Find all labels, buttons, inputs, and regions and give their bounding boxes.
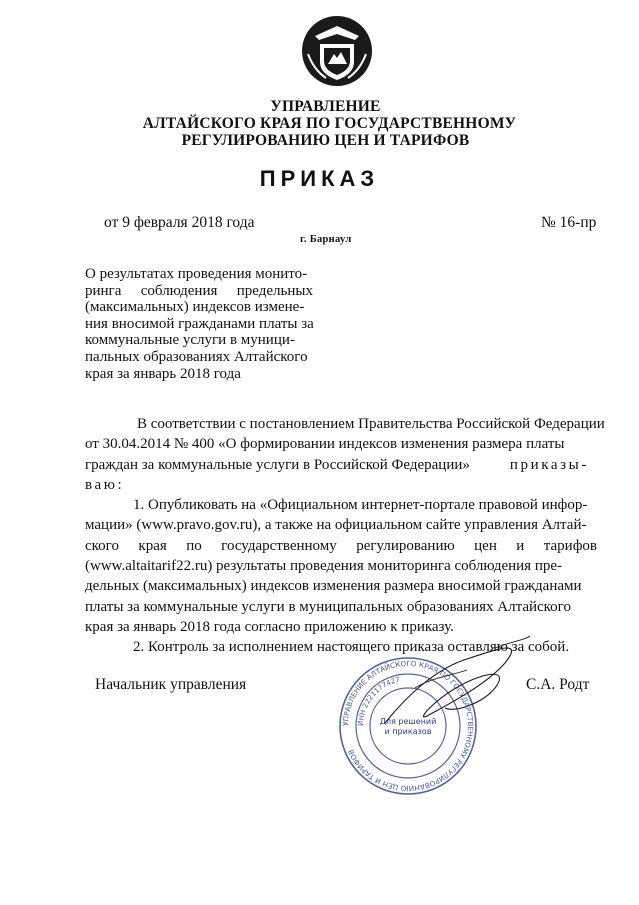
document-body: [85, 414, 605, 658]
subject-line: ния вносимой гражданами платы за: [85, 315, 314, 332]
body-line: мации» (www.pravo.gov.ru), а также на официальном сайте управления Алтай-: [85, 517, 587, 534]
body-line: 1. Опубликовать на «Официальном интернет-портале правовой инфор-: [133, 497, 588, 514]
subject-line: (максимальных) индексов измене-: [85, 299, 305, 316]
body-line: платы за коммунальные услуги в муниципальных образованиях Алтайского: [85, 598, 571, 615]
signatory-position: Начальник управления: [95, 676, 247, 693]
subject-line: О результатах проведения монито-: [85, 266, 308, 282]
document-number: № 16-пр: [541, 214, 597, 231]
handwritten-signature: [375, 628, 535, 738]
body-line: ваю:: [85, 476, 125, 493]
body-line: дельных (максимальных) индексов изменения размера вносимой гражданами: [85, 578, 582, 595]
body-line: края за январь 2018 года согласно приложению к приказу.: [85, 618, 454, 635]
body-line-text: граждан за коммунальные услуги в Российской Федерации»: [85, 456, 470, 473]
subject-line: коммунальные услуги в муници-: [85, 332, 295, 349]
org-name-line-2: АЛТАЙСКОГО КРАЯ ПО ГОСУДАРСТВЕННОМУ: [142, 115, 517, 132]
body-line: [85, 455, 597, 475]
document-city: г. Барнаул: [300, 234, 352, 245]
org-name-line-3: РЕГУЛИРОВАНИЮ ЦЕН И ТАРИФОВ: [181, 132, 470, 149]
stamp-center-line-2: и приказов: [384, 727, 432, 736]
subject-line: края за январь 2018 года: [85, 365, 241, 382]
stamp-center-line-1: Для решений: [379, 717, 437, 726]
document-date: от 9 февраля 2018 года: [104, 214, 255, 231]
document-title: ПРИКАЗ: [259, 166, 380, 191]
stamp-inn: ИНН 2221177427: [356, 675, 401, 727]
org-name-line-1: УПРАВЛЕНИЕ: [270, 98, 381, 115]
document-subject: [85, 266, 313, 382]
body-line: от 30.04.2014 № 400 «О формировании индексов изменения размера платы: [85, 436, 565, 453]
body-line: ского края по государственному регулированию цен и тарифов: [85, 537, 597, 554]
coat-of-arms-icon: [300, 14, 374, 88]
order-word: приказы-: [509, 456, 589, 473]
stamp-outer-text: УПРАВЛЕНИЕ АЛТАЙСКОГО КРАЯ ПО ГОСУДАРСТВЕННОМУ РЕГУЛИРОВАНИЮ ЦЕН И ТАРИФОВ: [340, 658, 476, 794]
body-line: (www.altaitarif22.ru) результаты проведения мониторинга соблюдения пре-: [85, 558, 563, 575]
body-line: В соответствии с постановлением Правительства Российской Федерации: [137, 416, 605, 432]
signatory-name: С.А. Родт: [526, 676, 590, 693]
subject-line: ринга соблюдения предельных: [85, 282, 313, 299]
subject-line: пальных образованиях Алтайского: [85, 348, 308, 365]
body-line: 2. Контроль за исполнением настоящего приказа оставляю за собой.: [133, 639, 570, 656]
